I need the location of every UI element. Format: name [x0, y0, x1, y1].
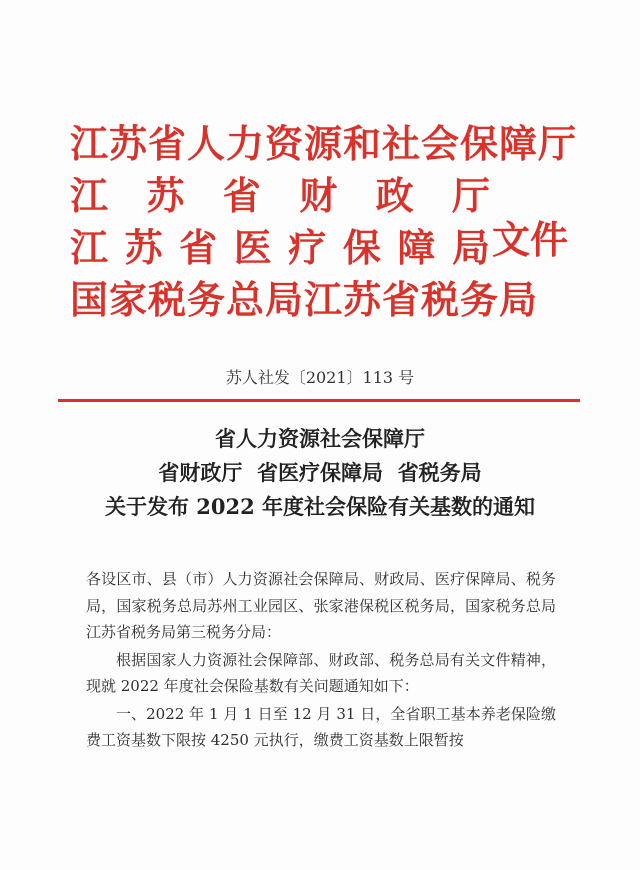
issuer-line-tax: 国家税务总局江苏省税务局: [70, 277, 539, 322]
notice-body: [86, 566, 556, 754]
red-separator-rule: [58, 399, 580, 402]
issuer-line-hrss: 江苏省人力资源和社会保障厅: [70, 121, 578, 166]
issuer-line-medical-security: 江苏省医疗保障局: [70, 225, 490, 270]
body-paragraph-item-1: 一、2022 年 1 月 1 日至 12 月 31 日，全省职工基本养老保险缴费工资基数下限按 4250 元执行，缴费工资基数上限暂按: [86, 704, 556, 749]
document-number: 苏人社发〔2021〕113 号: [225, 368, 415, 387]
notice-title-line-2: 省财政厅 省医疗保障局 省税务局: [158, 460, 482, 485]
recipients-paragraph: 各设区市、县（市）人力资源社会保障局、财政局、医疗保障局、税务局，国家税务总局苏州工业园区、张家港保税区税务局，国家税务总局江苏省税务局第三税务分局：: [86, 570, 556, 641]
notice-title: [0, 422, 640, 524]
document-label: 文件: [492, 217, 569, 262]
issuer-line-finance: 江苏省财政厅: [70, 173, 490, 218]
body-paragraph-intro: 根据国家人力资源社会保障部、财政部、税务总局有关文件精神，现就 2022 年度社会保险基数有关问题通知如下：: [86, 650, 556, 695]
notice-title-line-1: 省人力资源社会保障厅: [215, 426, 425, 451]
notice-title-line-3: 关于发布 2022 年度社会保险有关基数的通知: [104, 494, 536, 519]
